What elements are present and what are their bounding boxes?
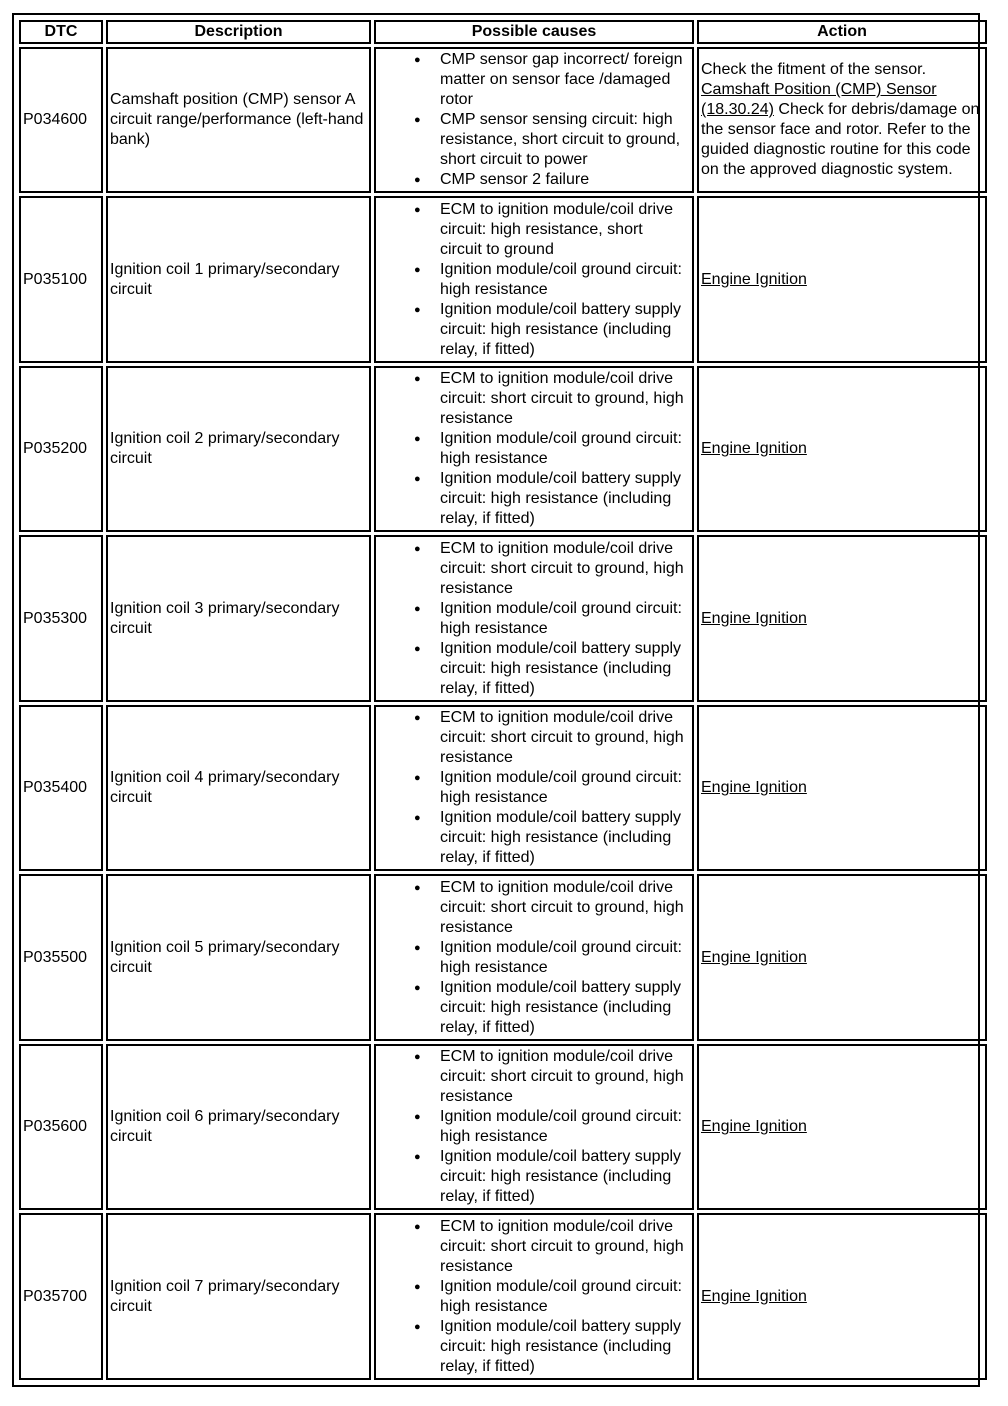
- engine-ignition-link[interactable]: Engine Ignition: [701, 609, 807, 627]
- table-row: [19, 196, 987, 363]
- cause-item: ● Ignition module/coil ground circuit: high resistance: [378, 938, 690, 978]
- cause-item: ● Ignition module/coil battery supply circuit: high resistance (including relay, if fitted): [378, 1317, 690, 1377]
- dtc-description: Ignition coil 1 primary/secondary circuit: [106, 196, 371, 363]
- cause-item: ● ECM to ignition module/coil drive circuit: short circuit to ground, high resistance: [378, 1217, 690, 1277]
- cause-item: ● CMP sensor sensing circuit: high resistance, short circuit to ground, short circuit to power: [378, 110, 690, 170]
- dtc-description: Ignition coil 5 primary/secondary circuit: [106, 874, 371, 1041]
- engine-ignition-link[interactable]: Engine Ignition: [701, 270, 807, 288]
- cause-item: ● Ignition module/coil ground circuit: high resistance: [378, 1107, 690, 1147]
- possible-causes: [374, 196, 694, 363]
- dtc-table: [16, 17, 990, 1383]
- dtc-description: Camshaft position (CMP) sensor A circuit range/performance (left-hand bank): [106, 47, 371, 193]
- header-action: Action: [697, 20, 987, 44]
- cause-item: ● Ignition module/coil battery supply circuit: high resistance (including relay, if fitted): [378, 300, 690, 360]
- dtc-description: Ignition coil 7 primary/secondary circuit: [106, 1213, 371, 1380]
- action-cell: [697, 1044, 987, 1211]
- engine-ignition-link[interactable]: Engine Ignition: [701, 1287, 807, 1305]
- cause-list: [378, 878, 690, 1038]
- cause-list: [378, 369, 690, 529]
- cause-item: ● ECM to ignition module/coil drive circuit: high resistance, short circuit to ground: [378, 200, 690, 260]
- cause-item: ● ECM to ignition module/coil drive circuit: short circuit to ground, high resistance: [378, 369, 690, 429]
- cause-item: ● ECM to ignition module/coil drive circuit: short circuit to ground, high resistance: [378, 708, 690, 768]
- cause-item: ● Ignition module/coil battery supply circuit: high resistance (including relay, if fitted): [378, 808, 690, 868]
- possible-causes: [374, 1044, 694, 1211]
- engine-ignition-link[interactable]: Engine Ignition: [701, 948, 807, 966]
- table-row: [19, 47, 987, 193]
- possible-causes: [374, 366, 694, 533]
- table-row: [19, 1213, 987, 1380]
- action-text: Check the fitment of the sensor.: [701, 61, 927, 79]
- action-cell: [697, 874, 987, 1041]
- dtc-code: P035500: [19, 874, 103, 1041]
- engine-ignition-link[interactable]: Engine Ignition: [701, 779, 807, 797]
- dtc-description: Ignition coil 4 primary/secondary circuit: [106, 705, 371, 872]
- cause-item: ● CMP sensor gap incorrect/ foreign matter on sensor face /damaged rotor: [378, 50, 690, 110]
- header-possible-causes: Possible causes: [374, 20, 694, 44]
- dtc-code: P035300: [19, 535, 103, 702]
- possible-causes: [374, 705, 694, 872]
- cause-item: ● Ignition module/coil battery supply circuit: high resistance (including relay, if fitted): [378, 1147, 690, 1207]
- cause-item: ● Ignition module/coil battery supply circuit: high resistance (including relay, if fitted): [378, 978, 690, 1038]
- engine-ignition-link[interactable]: Engine Ignition: [701, 1118, 807, 1136]
- cause-list: [378, 708, 690, 868]
- cause-item: ● Ignition module/coil ground circuit: high resistance: [378, 429, 690, 469]
- cause-list: [378, 539, 690, 699]
- header-dtc: DTC: [19, 20, 103, 44]
- action-cell: [697, 705, 987, 872]
- engine-ignition-link[interactable]: Engine Ignition: [701, 440, 807, 458]
- possible-causes: [374, 1213, 694, 1380]
- action-cell: [697, 366, 987, 533]
- possible-causes: [374, 874, 694, 1041]
- table-row: [19, 874, 987, 1041]
- cause-list: [378, 50, 690, 190]
- dtc-description: Ignition coil 3 primary/secondary circuit: [106, 535, 371, 702]
- cause-item: ● CMP sensor 2 failure: [378, 170, 690, 190]
- cause-item: ● Ignition module/coil battery supply circuit: high resistance (including relay, if fitted): [378, 639, 690, 699]
- cause-item: ● Ignition module/coil ground circuit: high resistance: [378, 260, 690, 300]
- cause-item: ● Ignition module/coil ground circuit: high resistance: [378, 599, 690, 639]
- cause-item: ● ECM to ignition module/coil drive circuit: short circuit to ground, high resistance: [378, 878, 690, 938]
- dtc-code: P035100: [19, 196, 103, 363]
- action-cell: [697, 535, 987, 702]
- action-cell: [697, 1213, 987, 1380]
- dtc-code: P035600: [19, 1044, 103, 1211]
- dtc-table-frame: [12, 13, 980, 1387]
- dtc-code: P035400: [19, 705, 103, 872]
- action-cell: [697, 47, 987, 193]
- action-cell: [697, 196, 987, 363]
- cause-list: [378, 1217, 690, 1377]
- table-row: [19, 1044, 987, 1211]
- dtc-code: P035200: [19, 366, 103, 533]
- action-text: Check for debris/damage on the sensor face and rotor. Refer to the guided diagnostic routine for this code on the approved diagnostic system.: [701, 101, 980, 179]
- dtc-code: P035700: [19, 1213, 103, 1380]
- header-description: Description: [106, 20, 371, 44]
- cmp-sensor-link[interactable]: Camshaft Position (CMP) Sensor (18.30.24): [701, 81, 937, 119]
- table-row: [19, 366, 987, 533]
- cause-list: [378, 200, 690, 360]
- dtc-description: Ignition coil 2 primary/secondary circuit: [106, 366, 371, 533]
- header-row: [19, 20, 987, 44]
- table-row: [19, 535, 987, 702]
- dtc-description: Ignition coil 6 primary/secondary circuit: [106, 1044, 371, 1211]
- dtc-code: P034600: [19, 47, 103, 193]
- cause-list: [378, 1047, 690, 1207]
- possible-causes: [374, 47, 694, 193]
- cause-item: ● Ignition module/coil battery supply circuit: high resistance (including relay, if fitted): [378, 469, 690, 529]
- table-row: [19, 705, 987, 872]
- cause-item: ● Ignition module/coil ground circuit: high resistance: [378, 1277, 690, 1317]
- cause-item: ● ECM to ignition module/coil drive circuit: short circuit to ground, high resistance: [378, 1047, 690, 1107]
- cause-item: ● ECM to ignition module/coil drive circuit: short circuit to ground, high resistance: [378, 539, 690, 599]
- cause-item: ● Ignition module/coil ground circuit: high resistance: [378, 768, 690, 808]
- possible-causes: [374, 535, 694, 702]
